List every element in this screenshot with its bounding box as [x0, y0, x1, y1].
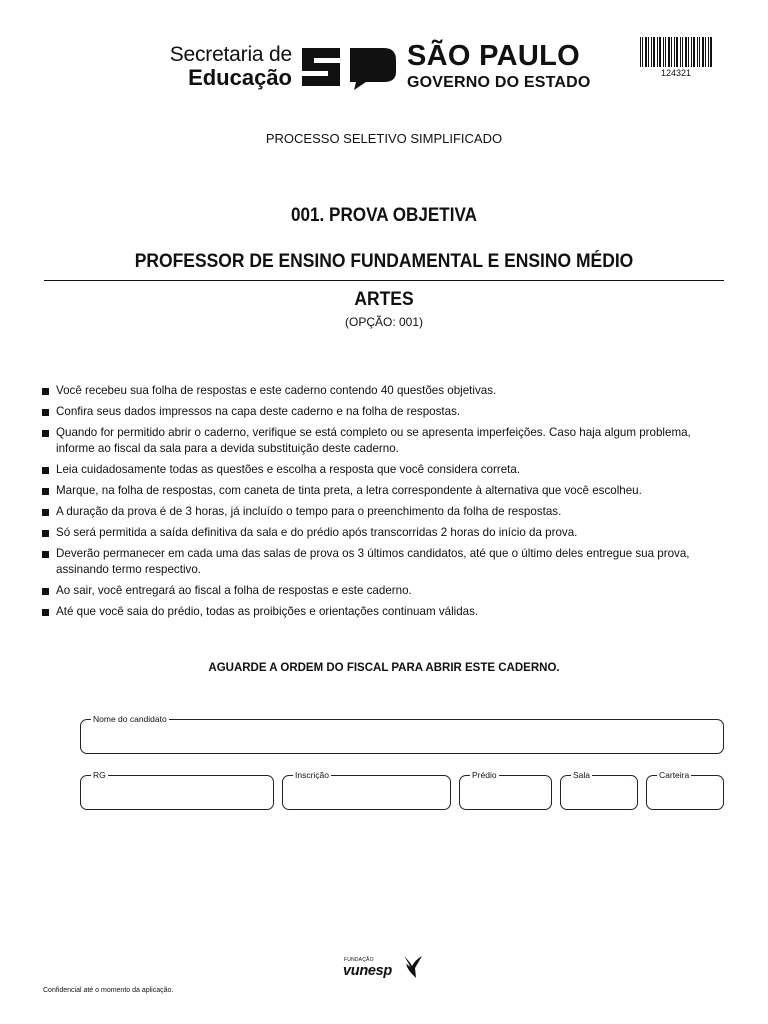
sp-logo-mark-icon: [300, 44, 398, 90]
exam-title: 001. PROVA OBJETIVA: [291, 205, 477, 226]
instruction-text: Você recebeu sua folha de respostas e este caderno contendo 40 questões objetivas.: [56, 384, 497, 397]
vunesp-bird-icon: [402, 954, 424, 980]
candidate-name-field[interactable]: [80, 714, 724, 754]
candidate-name-label: Nome do candidato: [93, 714, 167, 724]
inscricao-field[interactable]: [282, 770, 451, 810]
bullet-square-icon: [42, 609, 49, 616]
instruction-text: Leia cuidadosamente todas as questões e escolha a resposta que você considera correta.: [56, 462, 521, 476]
role-title: PROFESSOR DE ENSINO FUNDAMENTAL E ENSINO MÉDIO: [134, 251, 634, 272]
title-divider: [44, 280, 724, 281]
instruction-text: Ao sair, você entregará ao fiscal a folha de respostas e este caderno.: [56, 583, 412, 597]
bullet-square-icon: [42, 430, 49, 437]
instruction-item: [42, 404, 732, 420]
instruction-text: Deverão permanecer em cada uma das salas de prova os 3 últimos candidatos, até que o último deles entregue sua prova, assinando termo respectivo.: [56, 547, 690, 576]
instruction-item: [42, 583, 732, 599]
process-title: PROCESSO SELETIVO SIMPLIFICADO: [265, 131, 503, 146]
bullet-square-icon: [42, 409, 49, 416]
instruction-item: [42, 483, 732, 499]
bullet-square-icon: [42, 488, 49, 495]
instruction-text: Só será permitida a saída definitiva da sala e do prédio após transcorridas 2 horas do início da prova.: [56, 526, 578, 540]
barcode-icon: [640, 37, 712, 67]
instruction-text: A duração da prova é de 3 horas, já incluído o tempo para o preenchimento da folha de respostas.: [56, 504, 562, 518]
sao-paulo-governo-logo: [407, 42, 591, 91]
bullet-square-icon: [42, 509, 49, 516]
confidential-notice: Confidencial até o momento da aplicação.: [43, 987, 174, 994]
sala-field[interactable]: [560, 770, 638, 810]
barcode-number: 124321: [660, 68, 692, 78]
instruction-item: [42, 383, 732, 399]
bullet-square-icon: [42, 551, 49, 558]
secretaria-educacao-logo: [158, 44, 292, 89]
secretaria-line2: Educação: [188, 65, 292, 90]
bullet-square-icon: [42, 388, 49, 395]
vunesp-text: vunesp: [343, 963, 392, 979]
secretaria-line1: Secretaria de: [169, 43, 292, 66]
instruction-item: [42, 525, 732, 541]
carteira-label: Carteira: [659, 770, 690, 780]
instruction-item: [42, 504, 732, 520]
instruction-text: Quando for permitido abrir o caderno, verifique se está completo ou se apresenta imperfeições. Caso haja algum problema, informe ao fiscal da sala para a devida substituição deste caderno.: [56, 426, 691, 455]
governo-estado-text: GOVERNO DO ESTADO: [407, 74, 591, 91]
bullet-square-icon: [42, 530, 49, 537]
inscricao-label: Inscrição: [295, 770, 330, 780]
fundacao-text: FUNDAÇÃO: [344, 957, 374, 963]
instruction-item: [42, 604, 732, 620]
bullet-square-icon: [42, 467, 49, 474]
instruction-text: Marque, na folha de respostas, com caneta de tinta preta, a letra correspondente à alternativa que você escolheu.: [56, 483, 642, 497]
bullet-square-icon: [42, 588, 49, 595]
rg-label: RG: [93, 770, 106, 780]
carteira-field[interactable]: [646, 770, 724, 810]
await-notice: AGUARDE A ORDEM DO FISCAL PARA ABRIR ESTE CADERNO.: [208, 662, 560, 674]
predio-field[interactable]: [459, 770, 552, 810]
sala-label: Sala: [573, 770, 591, 780]
instruction-item: [42, 546, 732, 577]
instruction-text: Confira seus dados impressos na capa deste caderno e na folha de respostas.: [56, 405, 461, 419]
instructions-list: [42, 383, 732, 625]
vunesp-logo: [343, 954, 425, 984]
predio-label: Prédio: [472, 770, 497, 780]
sao-paulo-text: SÃO PAULO: [407, 40, 580, 72]
instruction-text: Até que você saia do prédio, todas as proibições e orientações continuam válidas.: [56, 604, 479, 618]
instruction-item: [42, 462, 732, 478]
option-code: (OPÇÃO: 001): [344, 315, 424, 329]
rg-field[interactable]: [80, 770, 274, 810]
subject-title: ARTES: [354, 289, 414, 310]
instruction-item: [42, 425, 732, 456]
